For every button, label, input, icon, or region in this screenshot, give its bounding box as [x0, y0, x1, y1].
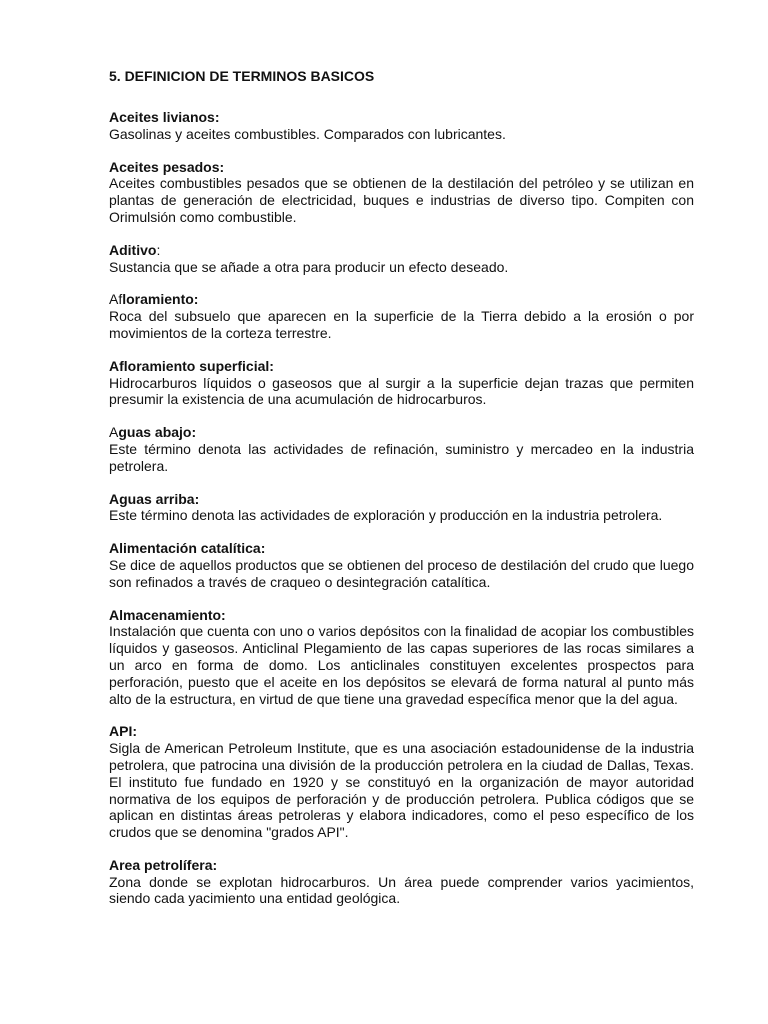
entry-term [109, 857, 694, 874]
glossary-entry [109, 242, 694, 276]
term-text: Aguas arriba: [109, 490, 200, 507]
glossary-entry [109, 491, 694, 525]
entry-definition: Hidrocarburos líquidos o gaseosos que al surgir a la superficie dejan trazas que permiten presumir la existencia de una acumulación de hidrocarburos. [109, 374, 694, 408]
document-page [109, 66, 694, 923]
term-prefix: A [109, 424, 119, 441]
term-suffix: : [156, 241, 161, 258]
entry-term [109, 491, 694, 508]
glossary-entry [109, 424, 694, 474]
entry-definition: Sigla de American Petroleum Institute, que es una asociación estadounidense de la industria petrolera, que patrocina una división de la producción petrolera en la ciudad de Dallas, Texas. El instituto fue fundado en 1920 y se constituyó en la organización de mayor autoridad normativa de los equipos de perforación y de producción petrolera. Publica códigos que se aplican en distintas áreas petroleras y elabora indicadores, como el peso específico de los crudos que se denomina "grados API". [109, 740, 694, 841]
glossary-entry [109, 159, 694, 226]
entry-term [109, 607, 694, 624]
entry-term [109, 723, 694, 740]
entry-definition: Se dice de aquellos productos que se obtienen del proceso de destilación del crudo que luego son refinados a través de craqueo o desintegración catalítica. [109, 556, 694, 590]
term-prefix: Af [109, 291, 123, 308]
entry-definition: Instalación que cuenta con uno o varios depósitos con la finalidad de acopiar los combustibles líquidos y gaseosos. Anticlinal Plegamiento de las capas superiores de las rocas similares a un arco en forma de domo. Los anticlinales constituyen excelentes prospectos para perforación, puesto que el aceite en los depósitos se elevará de forma natural al punto más alto de la estructura, en virtud de que tiene una gravedad específica menor que la del agua. [109, 623, 694, 707]
entry-term [109, 291, 694, 308]
term-text: loramiento: [122, 291, 199, 308]
glossary-entry [109, 607, 694, 708]
entry-term [109, 358, 694, 375]
entry-term [109, 540, 694, 557]
term-text: Area petrolífera: [109, 856, 218, 873]
entry-term [109, 159, 694, 176]
term-text: Afloramiento superficial: [109, 357, 274, 374]
glossary-entry [109, 540, 694, 590]
entry-definition: Aceites combustibles pesados que se obtienen de la destilación del petróleo y se utilizan en plantas de generación de electricidad, buques e industrias de diverso tipo. Compiten con Orimulsión como combustible. [109, 175, 694, 225]
term-text: Almacenamiento: [109, 606, 226, 623]
glossary-entry [109, 857, 694, 907]
entry-term [109, 242, 694, 259]
document-title: 5. DEFINICION DE TERMINOS BASICOS [109, 68, 375, 84]
entry-term [109, 109, 694, 126]
entry-definition: Este término denota las actividades de refinación, suministro y mercadeo en la industria petrolera. [109, 440, 694, 474]
entry-definition: Gasolinas y aceites combustibles. Comparados con lubricantes. [109, 125, 506, 142]
entry-definition: Sustancia que se añade a otra para producir un efecto deseado. [109, 258, 509, 275]
term-text: guas abajo: [118, 424, 197, 441]
entry-term [109, 424, 694, 441]
term-text: Alimentación catalítica: [109, 540, 266, 557]
term-text: Aceites pesados: [109, 158, 225, 175]
glossary-entry [109, 723, 694, 841]
entry-definition: Roca del subsuelo que aparecen en la superficie de la Tierra debido a la erosión o por movimientos de la corteza terrestre. [109, 308, 694, 341]
term-text: Aceites livianos: [109, 109, 220, 125]
entry-definition: Zona donde se explotan hidrocarburos. Un área puede comprender varios yacimientos, siendo cada yacimiento una entidad geológica. [109, 873, 694, 907]
term-text: Aditivo [109, 241, 157, 258]
entry-definition: Este término denota las actividades de exploración y producción en la industria petrolera. [109, 507, 663, 524]
term-text: API: [109, 723, 137, 740]
glossary-entry [109, 358, 694, 408]
glossary-entry [109, 291, 694, 341]
glossary-entry [109, 109, 694, 143]
